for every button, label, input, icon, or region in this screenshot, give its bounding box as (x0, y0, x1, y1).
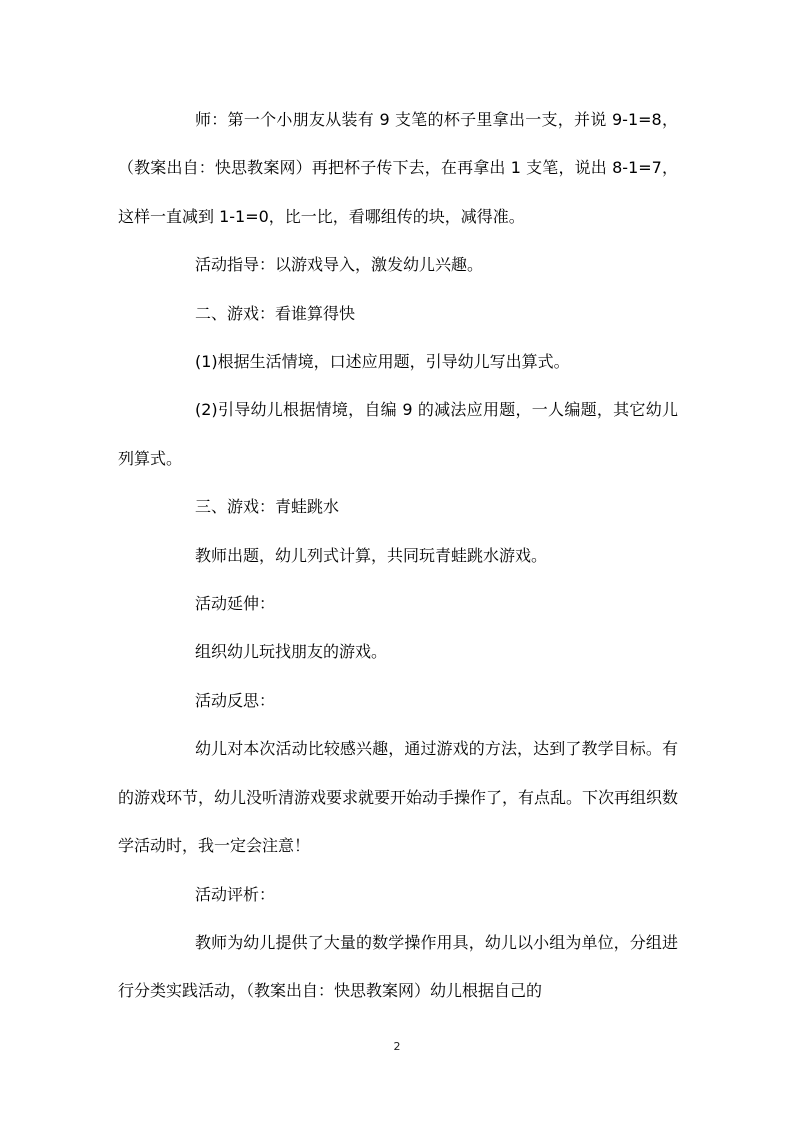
paragraph-reflection-content: 幼儿对本次活动比较感兴趣，通过游戏的方法，达到了教学目标。有的游戏环节，幼儿没听清游戏要求就要开始动手操作了，有点乱。下次再组织数学活动时，我一定会注意！ (118, 739, 679, 856)
heading-activity-reflection: 活动反思： (195, 690, 276, 710)
paragraph-step-two: (2)引导幼儿根据情境，自编 9 的减法应用题，一人编题，其它幼儿列算式。 (118, 400, 678, 468)
paragraph-frog-game: 教师出题，幼儿列式计算，共同玩青蛙跳水游戏。 (195, 545, 548, 565)
paragraph-activity-guidance: 活动指导：以游戏导入，激发幼儿兴趣。 (195, 255, 484, 275)
heading-activity-evaluation: 活动评析： (195, 884, 276, 904)
body-text (118, 96, 678, 1016)
paragraph-evaluation-content: 教师为幼儿提供了大量的数学操作用具，幼儿以小组为单位，分组进行分类实践活动，（教案出自：快思教案网）幼儿根据自己的 (118, 932, 678, 1001)
paragraph-teacher-instruction: 师：第一个小朋友从装有 9 支笔的杯子里拿出一支，并说 9-1=8，（教案出自：快思教案网）再把杯子传下去，在再拿出 1 支笔，说出 8-1=7，这样一直减到 1-1=0，比一比，看哪组传的块，减得准。 (118, 110, 678, 226)
heading-activity-extension: 活动延伸： (195, 594, 276, 614)
heading-game-three: 三、游戏：青蛙跳水 (195, 497, 340, 517)
paragraph-extension-content: 组织幼儿玩找朋友的游戏。 (195, 642, 388, 662)
paragraph-step-one: (1)根据生活情境，口述应用题，引导幼儿写出算式。 (195, 352, 570, 372)
heading-game-two: 二、游戏：看谁算得快 (195, 303, 356, 323)
page-number: 2 (393, 1040, 401, 1053)
